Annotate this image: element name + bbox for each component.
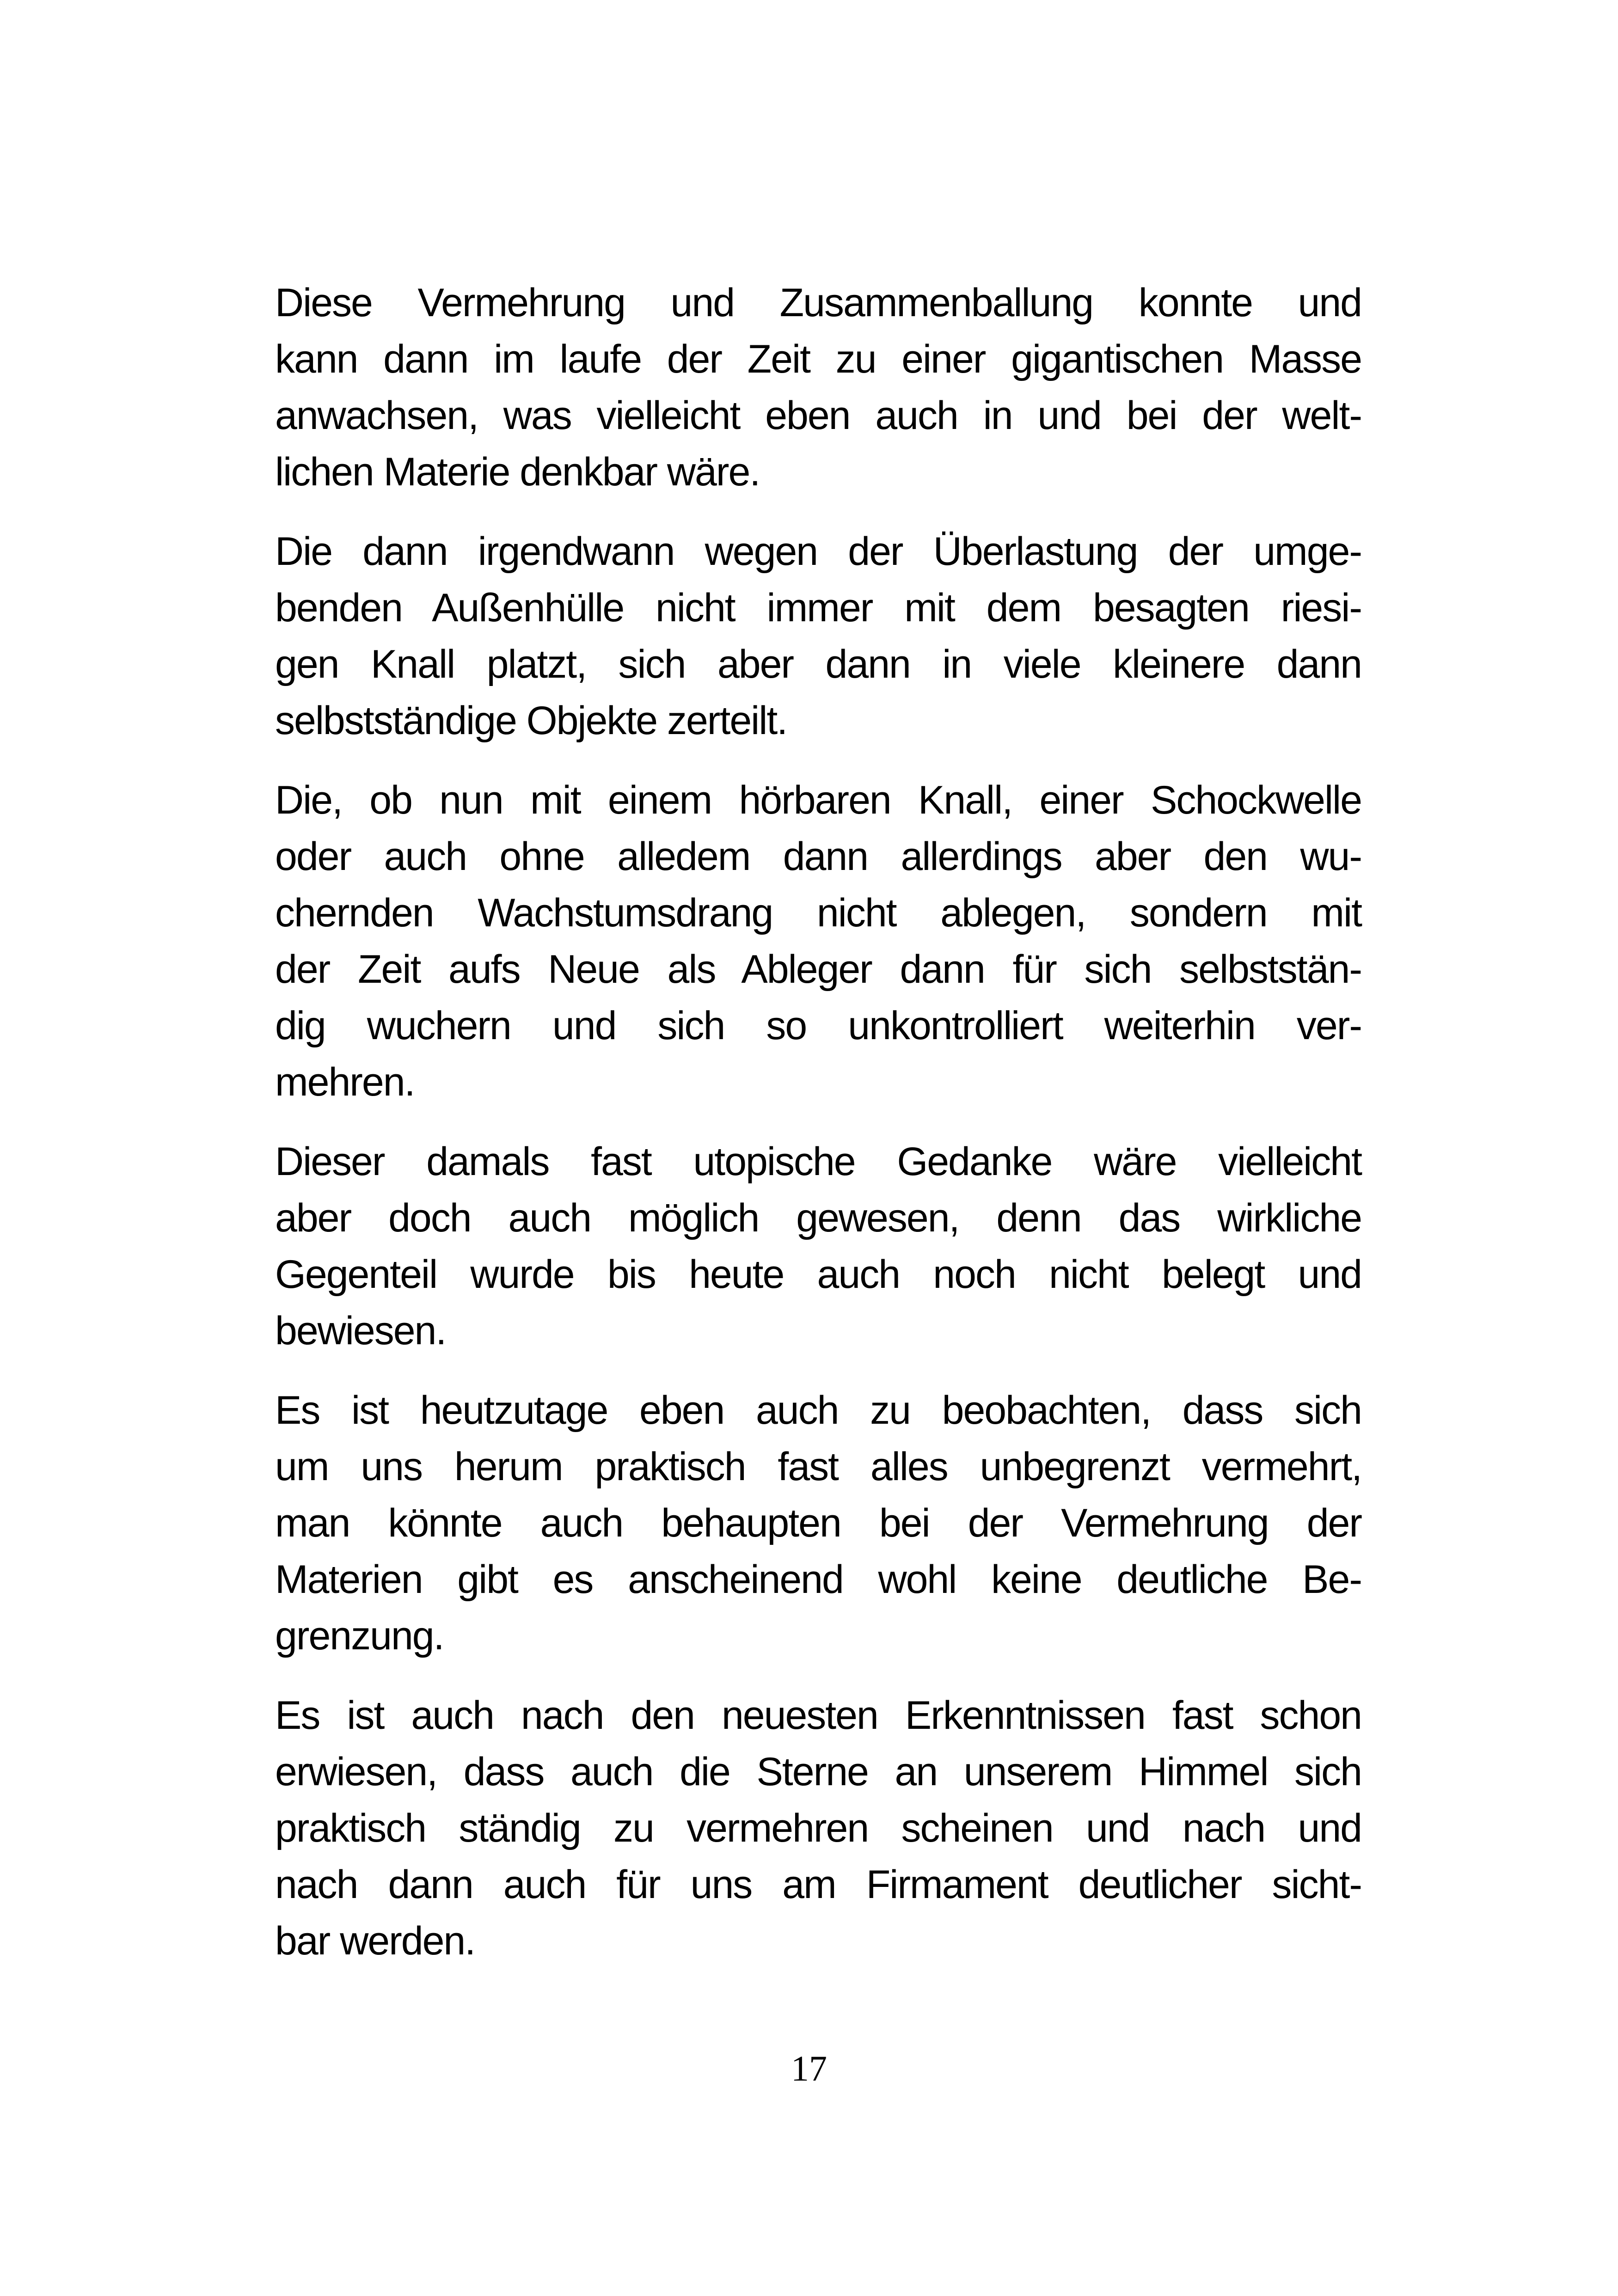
text-line: erwiesen, dass auch die Sterne an unserem Himmel sich: [275, 1750, 1361, 1794]
text-line: chernden Wachstumsdrang nicht ablegen, sondern mit: [275, 891, 1361, 935]
text-line: Diese Vermehrung und Zusammenballung konnte und: [275, 281, 1361, 325]
text-line: Materien gibt es anscheinend wohl keine deutliche Be-: [275, 1557, 1361, 1602]
text-line: lichen Materie denkbar wäre.: [275, 450, 760, 494]
text-line: Dieser damals fast utopische Gedanke wäre vielleicht: [275, 1139, 1361, 1184]
text-line: dig wuchern und sich so unkontrolliert weiterhin ver-: [275, 1004, 1361, 1048]
text-line: Es ist heutzutage eben auch zu beobachten, dass sich: [275, 1388, 1361, 1433]
text-line: benden Außenhülle nicht immer mit dem besagten riesi-: [275, 586, 1361, 630]
text-line: Es ist auch nach den neuesten Erkenntnissen fast schon: [275, 1693, 1361, 1738]
text-line: selbstständige Objekte zerteilt.: [275, 698, 787, 743]
paragraph: [275, 1133, 1361, 1359]
paragraph: [275, 275, 1361, 500]
text-line: nach dann auch für uns am Firmament deutlicher sicht-: [275, 1862, 1361, 1907]
text-line: bar werden.: [275, 1919, 475, 1963]
text-line: grenzung.: [275, 1614, 444, 1658]
paragraph: [275, 1687, 1361, 1969]
paragraph: [275, 523, 1361, 749]
text-line: Die, ob nun mit einem hörbaren Knall, einer Schockwelle: [275, 778, 1361, 822]
page-text: [275, 275, 1361, 1992]
text-line: um uns herum praktisch fast alles unbegrenzt vermehrt,: [275, 1445, 1361, 1489]
text-line: kann dann im laufe der Zeit zu einer gigantischen Masse: [275, 337, 1361, 381]
text-line: aber doch auch möglich gewesen, denn das wirkliche: [275, 1196, 1361, 1240]
text-line: bewiesen.: [275, 1309, 446, 1353]
page-number: 17: [791, 2048, 827, 2088]
text-line: Die dann irgendwann wegen der Überlastung der umge-: [275, 529, 1361, 574]
paragraph: [275, 772, 1361, 1110]
text-line: man könnte auch behaupten bei der Vermehrung der: [275, 1501, 1361, 1545]
text-line: der Zeit aufs Neue als Ableger dann für sich selbststän-: [275, 947, 1361, 992]
text-line: anwachsen, was vielleicht eben auch in und bei der welt-: [275, 393, 1361, 438]
text-line: praktisch ständig zu vermehren scheinen und nach und: [275, 1806, 1361, 1850]
text-line: gen Knall platzt, sich aber dann in viele kleinere dann: [275, 642, 1361, 686]
paragraph: [275, 1382, 1361, 1664]
text-line: Gegenteil wurde bis heute auch noch nicht belegt und: [275, 1252, 1361, 1297]
text-line: mehren.: [275, 1060, 415, 1104]
text-line: oder auch ohne alledem dann allerdings aber den wu-: [275, 834, 1361, 879]
